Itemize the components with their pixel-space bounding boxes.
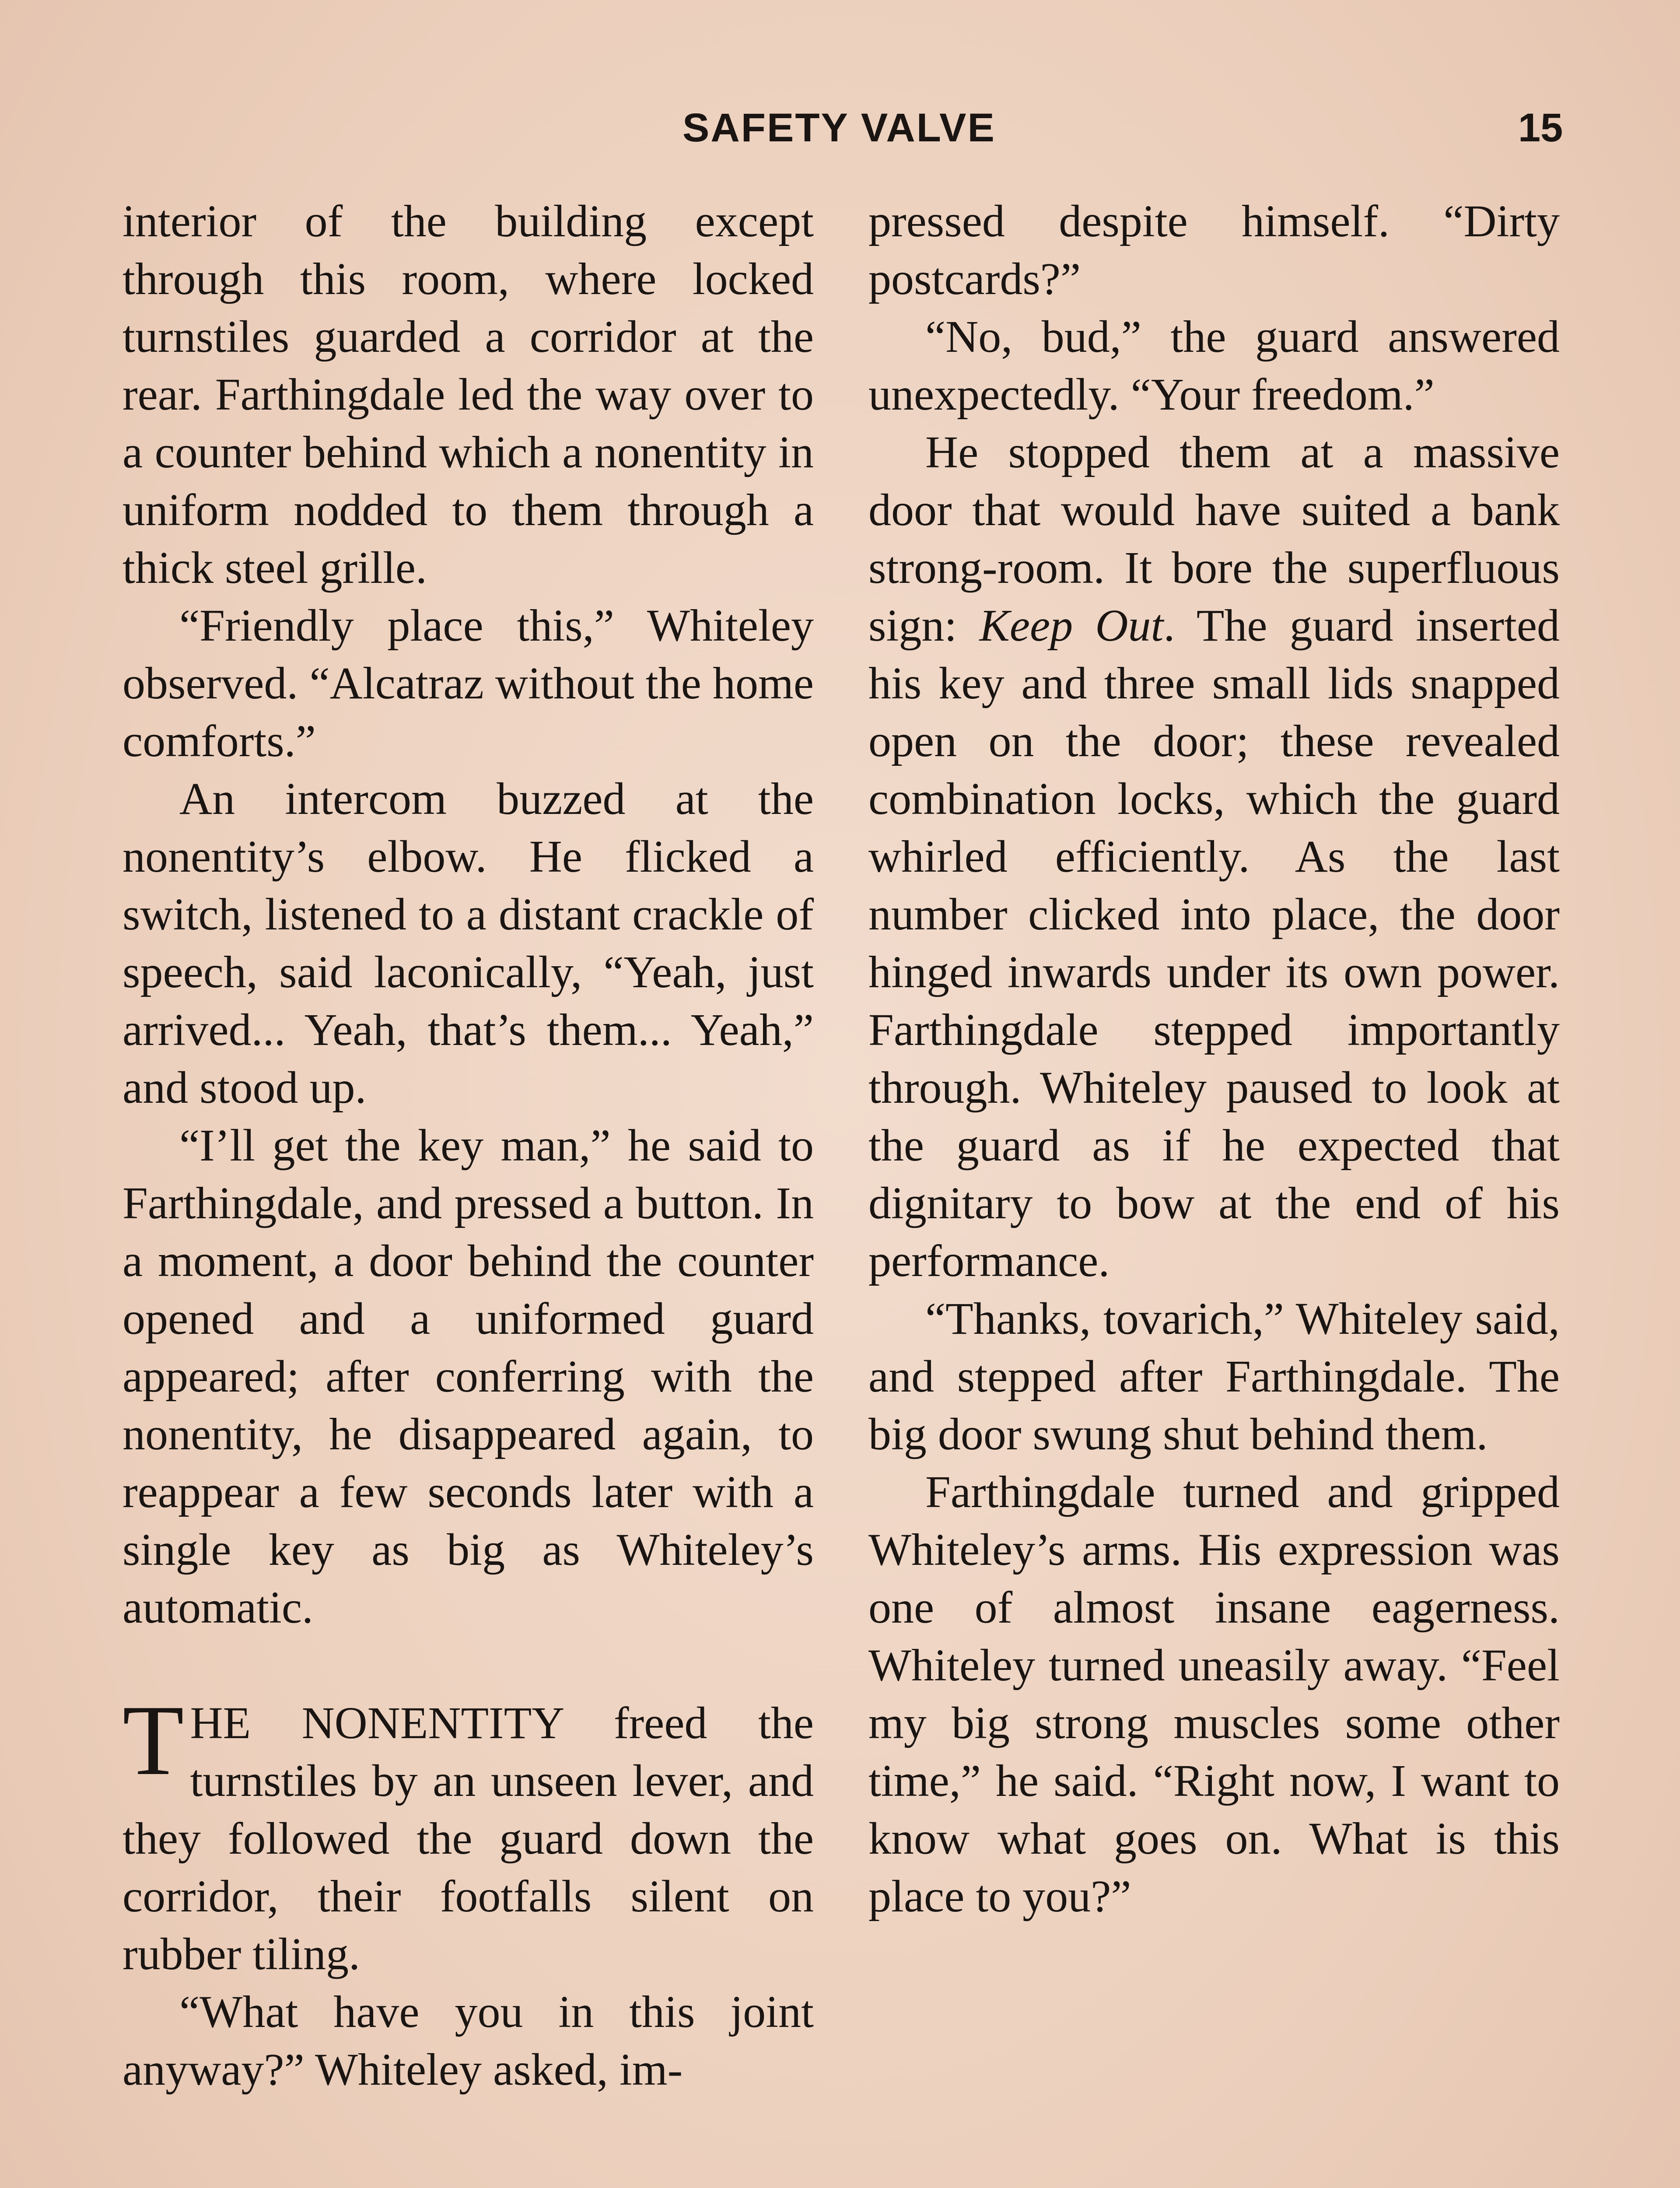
section-paragraph	[122, 1684, 814, 1983]
page-header	[0, 105, 1680, 166]
paragraph: “Friendly place this,” Whiteley observed. “Alcatraz without the home comforts.”	[122, 600, 814, 766]
paragraph: “No, bud,” the guard answered unexpectedly. “Your freedom.”	[868, 312, 1560, 420]
drop-cap: T	[122, 1684, 184, 1796]
left-column	[122, 193, 814, 2099]
section-text: HE NONENTITY freed the turnstiles by an unseen lever, and they followed the guard down the corridor, their footfalls silent on rubber tiling.	[122, 1698, 814, 1979]
right-column	[868, 193, 1560, 1925]
paragraph	[868, 424, 1560, 1290]
paragraph: Farthingdale turned and gripped Whiteley’s arms. His expression was one of almost insane eagerness. Whiteley turned uneasily away. “Feel my big strong muscles some other time,” he said. “Right now, I want to know what goes on. What is this place to you?”	[868, 1467, 1560, 1922]
paragraph-text: . The guard inserted his key and three small lids snapped open on the door; these revealed combination locks, which the guard whirled efficiently. As the last number clicked into place, the door hinged inwards under its own power. Farthingdale stepped importantly through. Whiteley paused to look at the guard as if he expected that dignitary to bow at the end of his performance.	[868, 600, 1560, 1286]
sign-text: Keep Out	[979, 600, 1164, 651]
paragraph-text: He stopped them at a massive door that would have suited a bank strong-room. It bore the superfluous sign:	[868, 427, 1560, 651]
running-title: SAFETY VALVE	[682, 105, 996, 150]
page-number: 15	[1518, 105, 1563, 150]
paragraph: “I’ll get the key man,” he said to Farthingdale, and pressed a button. In a moment, a door behind the counter opened and a uniformed guard appeared; after conferring with the nonentity, he disappeared again, to reappear a few seconds later with a single key as big as Whiteley’s automatic.	[122, 1120, 814, 1633]
paragraph: interior of the building except through this room, where locked turnstiles guarded a corridor at the rear. Farthingdale led the way over to a counter behind which a nonentity in uniform nodded to them through a thick steel grille.	[122, 196, 814, 593]
paragraph: An intercom buzzed at the nonentity’s elbow. He flicked a switch, listened to a distant crackle of speech, said laconically, “Yeah, just arrived... Yeah, that’s them... Yeah,” and stood up.	[122, 774, 814, 1113]
paragraph: “What have you in this joint anyway?” Whiteley asked, im-	[122, 1987, 814, 2095]
paragraph: “Thanks, tovarich,” Whiteley said, and stepped after Farthingdale. The big door swung shut behind them.	[868, 1294, 1560, 1459]
paragraph: pressed despite himself. “Dirty postcards?”	[868, 196, 1560, 304]
